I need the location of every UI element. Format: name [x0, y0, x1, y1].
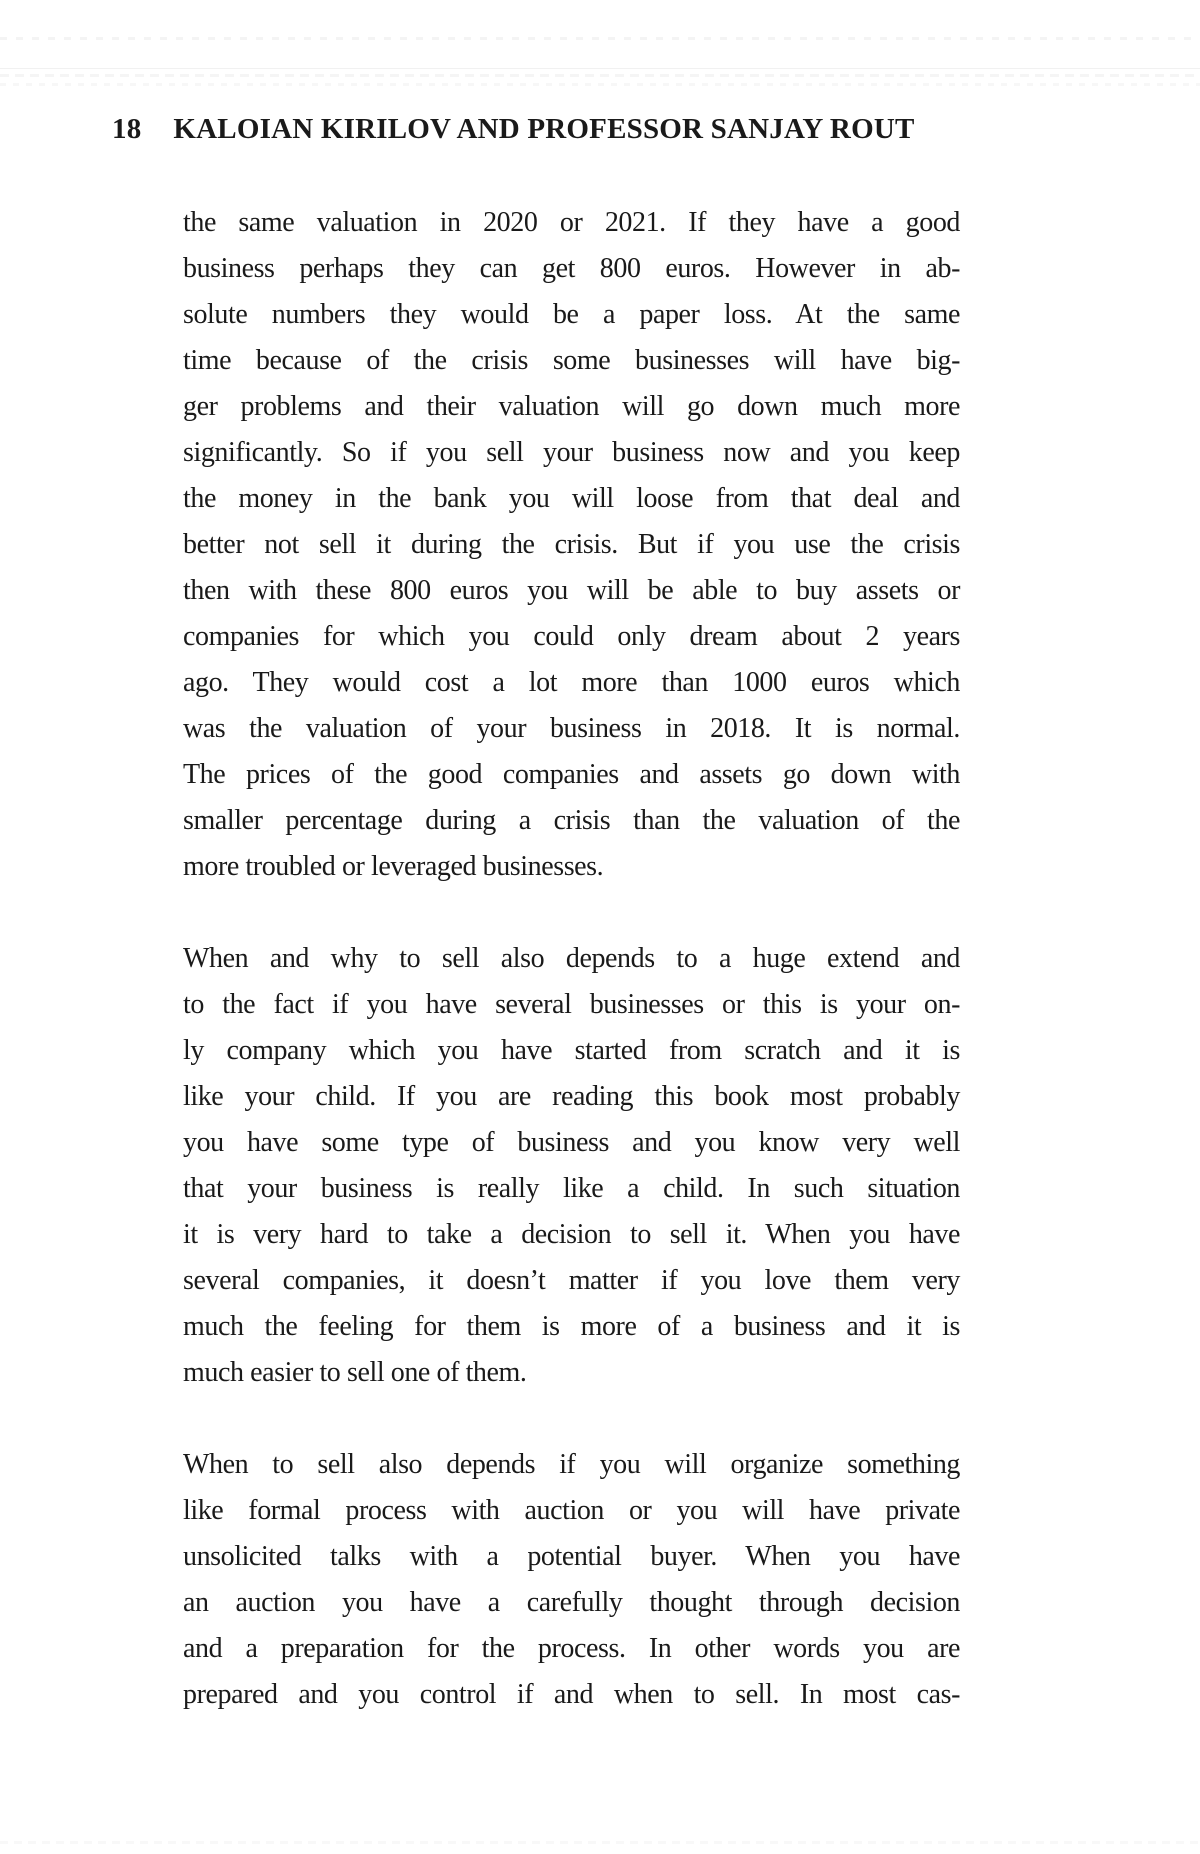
- text-line: The prices of the good companies and assets go down with: [183, 759, 960, 790]
- text-line: time because of the crisis some businesses will have big-: [183, 345, 960, 376]
- text-line: ger problems and their valuation will go down much more: [183, 391, 960, 422]
- text-line: you have some type of business and you know very well: [183, 1127, 960, 1158]
- scan-noise-rule: [0, 68, 1200, 69]
- text-line: the same valuation in 2020 or 2021. If they have a good: [183, 207, 960, 238]
- text-line: better not sell it during the crisis. But if you use the crisis: [183, 529, 960, 560]
- text-line: significantly. So if you sell your business now and you keep: [183, 437, 960, 468]
- text-line: much easier to sell one of them.: [183, 1357, 527, 1388]
- text-line: the money in the bank you will loose from that deal and: [183, 483, 960, 514]
- text-line: unsolicited talks with a potential buyer. When you have: [183, 1541, 960, 1572]
- scan-noise-top-1: [0, 37, 1200, 40]
- scan-noise-top-3: [0, 83, 1200, 86]
- text-line: was the valuation of your business in 2018. It is normal.: [183, 713, 960, 744]
- paragraph-3: [183, 1442, 960, 1718]
- text-line: solute numbers they would be a paper loss. At the same: [183, 299, 960, 330]
- scan-noise-bottom: [0, 1841, 1200, 1844]
- text-line: companies for which you could only dream about 2 years: [183, 621, 960, 652]
- text-line: that your business is really like a child. In such situation: [183, 1173, 960, 1204]
- text-line: much the feeling for them is more of a business and it is: [183, 1311, 960, 1342]
- running-header-title: KALOIAN KIRILOV AND PROFESSOR SANJAY ROUT: [173, 113, 915, 145]
- text-line: like your child. If you are reading this book most probably: [183, 1081, 960, 1112]
- page-number: 18: [112, 113, 142, 145]
- text-line: When and why to sell also depends to a huge extend and: [183, 943, 960, 974]
- text-line: and a preparation for the process. In other words you are: [183, 1633, 960, 1664]
- text-line: an auction you have a carefully thought through decision: [183, 1587, 960, 1618]
- text-line: prepared and you control if and when to sell. In most cas-: [183, 1679, 960, 1710]
- text-line: smaller percentage during a crisis than the valuation of the: [183, 805, 960, 836]
- paragraph-2: [183, 936, 960, 1396]
- text-line: business perhaps they can get 800 euros. However in ab-: [183, 253, 960, 284]
- text-line: ago. They would cost a lot more than 1000 euros which: [183, 667, 960, 698]
- paragraph-1: [183, 200, 960, 890]
- text-line: several companies, it doesn’t matter if you love them very: [183, 1265, 960, 1296]
- text-line: then with these 800 euros you will be able to buy assets or: [183, 575, 960, 606]
- body-text: [183, 200, 960, 1764]
- scan-noise-top-2: [0, 74, 1200, 77]
- text-line: more troubled or leveraged businesses.: [183, 851, 604, 882]
- running-header: [112, 112, 915, 146]
- text-line: ly company which you have started from scratch and it is: [183, 1035, 960, 1066]
- text-line: When to sell also depends if you will organize something: [183, 1449, 960, 1480]
- text-line: it is very hard to take a decision to sell it. When you have: [183, 1219, 960, 1250]
- text-line: like formal process with auction or you will have private: [183, 1495, 960, 1526]
- text-line: to the fact if you have several businesses or this is your on-: [183, 989, 960, 1020]
